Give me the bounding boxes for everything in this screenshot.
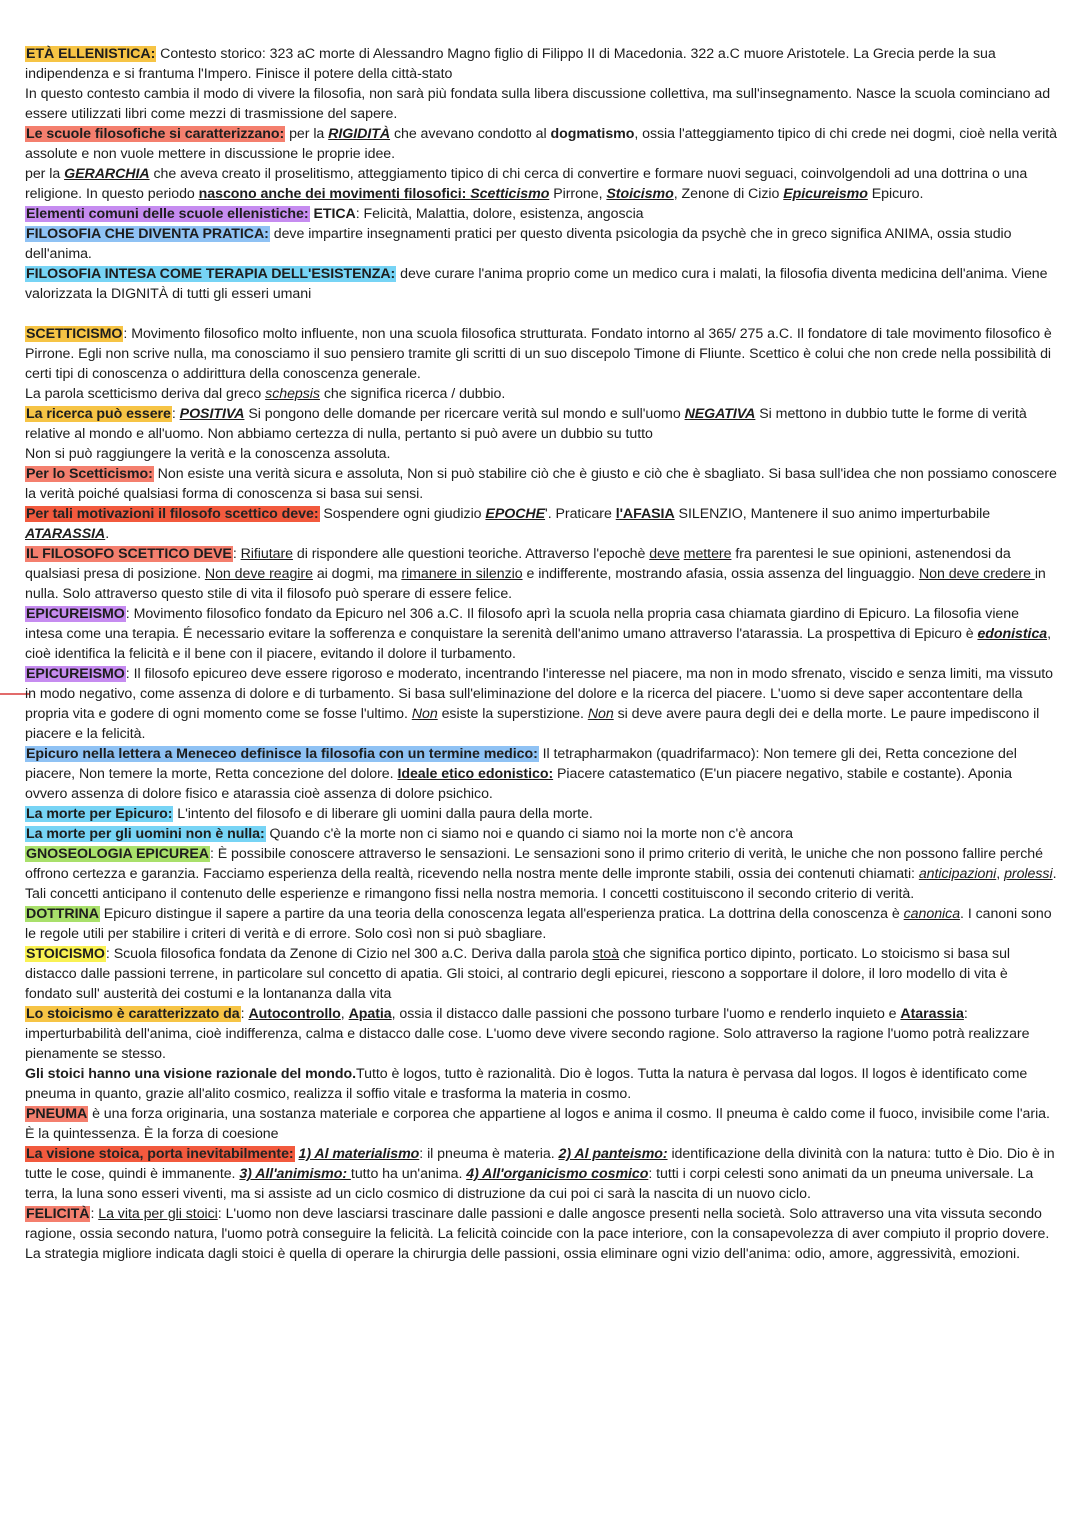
text-run: che significa portico dipinto, porticato. Lo stoicismo si basa sul distacco dalle passioni terrene, in particolare sul concetto di apatia. Gli stoici, al contrario degli epicurei, riescono a sopportare il dolore, il loro modello di vita è fondato sull' austerità dei costumi e la lontananza dalla vita — [25, 946, 1011, 1002]
text-run: Non deve reagire — [204, 566, 313, 582]
text-run: per la — [25, 166, 65, 182]
text-run: canonica — [903, 906, 961, 922]
text-run: : Felicità, Malattia, dolore, esistenza, angoscia — [355, 206, 644, 222]
paragraph-visione-razionale — [25, 1064, 1057, 1104]
text-run: : — [90, 1206, 99, 1222]
text-run: Ideale etico edonistico: — [397, 766, 554, 782]
text-run: si deve avere paura degli dei e della morte. Le paure impediscono il piacere e la felicità. — [25, 706, 1040, 742]
paragraph-filosofo-scettico-motivazioni — [25, 504, 1057, 544]
text-run: : L'uomo non deve lasciarsi trascinare dalle passioni e dalle angosce presenti nella società. Solo attraverso una vita vissuta secondo ragione, ossia secondo natura, l'uomo potrà conseguire la felicità. La felicità coincide con la pace interiore, con la consapevolezza di aver compiuto il proprio dovere. La strategia migliore indicata dagli stoici è quella di operare la chirurgia delle passioni, ossia eliminare ogni vizio dell'anima: odio, amore, aggressività, emozioni. — [25, 1206, 1050, 1262]
text-run: deve impartire insegnamenti pratici per questo diventa psicologia da psychè che in greco significa ANIMA, ossia studio dell'anima. — [25, 226, 1012, 262]
text-run: Atarassia — [900, 1006, 964, 1022]
section-gap — [25, 304, 1057, 324]
text-run: EPOCHE — [485, 506, 546, 522]
paragraph-scuole-gerarchia — [25, 164, 1057, 204]
highlighted-heading: FELICITÀ — [26, 1206, 90, 1222]
text-run: , ossia l'atteggiamento tipico di chi crede nei dogmi, cioè nella verità assolute e non vuole mettere in discussione le proprie idee. — [25, 126, 1057, 162]
text-run: : Il filosofo epicureo deve essere rigoroso e moderato, incentrando l'interesse nel piacere, ma non in modo sfrenato, viscido e senza limiti, ma vissuto in modo negativo, come assenza di dolore e di turbamento. Si basa sull'eliminazione del dolore e la ricerca del piacere. L'uomo si deve saper accontentare della propria vita e godere di ogni momento come se fosse l'ultimo. — [25, 666, 1054, 722]
highlighted-heading: EPICUREISMO — [26, 606, 125, 622]
text-run: esiste la superstizione. — [437, 706, 588, 722]
paragraph-stoicismo — [25, 944, 1057, 1004]
text-run: Rifiutare — [240, 546, 293, 562]
paragraph-stoicismo-caratteristiche — [25, 1004, 1057, 1064]
paragraph-pneuma — [25, 1104, 1057, 1144]
text-run: Non — [411, 706, 438, 722]
text-run: Il tetrapharmakon (quadrifarmaco): Non temere gli dei, Retta concezione del piacere, Non temere la morte, Retta concezione del dolore. — [25, 746, 1017, 782]
text-run: Sospendere ogni giudizio — [319, 506, 486, 522]
text-run: Pirrone, — [549, 186, 607, 202]
text-run: Si mettono in dubbio tutte le forme di verità relative al mondo e all'uomo. Non abbiamo certezza di nulla, pertanto si può avere un dubbio su tutto — [25, 406, 1027, 442]
paragraph-morte-nulla — [25, 824, 1057, 844]
text-run: , ossia il distacco dalle passioni che possono turbare l'uomo e renderlo inquieto e — [391, 1006, 901, 1022]
paragraph-scetticismo — [25, 324, 1057, 384]
text-run: : tutti i corpi celesti sono animati da un pneuma universale. La terra, la luna sono esseri viventi, ma si assiste ad un ciclo cosmico di distruzione da cui poi ci sarà la nascita di un nuovo ciclo. — [25, 1166, 1034, 1202]
text-run: : imperturbabilità dell'anima, cioè indifferenza, calma e distacco dalle cose. L'uomo deve vivere secondo ragione. Solo attraverso la ragione l'uomo potrà realizzare pienamente se stesso. — [25, 1006, 1030, 1062]
text-run: : — [240, 1006, 249, 1022]
text-run: Tutto è logos, tutto è razionalità. Dio è logos. Tutta la natura è pervasa dal logos. Il logos è identificato come pneuma in quanto, grazie all'alito cosmico, realizza il soffio vitale e trasforma la materia in cosmo. — [25, 1066, 1028, 1102]
text-run: POSITIVA — [179, 406, 245, 422]
highlighted-heading: ETÀ ELLENISTICA: — [26, 46, 156, 62]
paragraph-elementi-comuni — [25, 204, 1057, 224]
text-run: di rispondere alle questioni teoriche. Attraverso l'epochè — [293, 546, 650, 562]
text-run: che avevano condotto al — [390, 126, 551, 142]
text-run: in nulla. Solo attraverso questo stile di vita il filosofo può sperare di essere felice. — [25, 566, 1046, 602]
highlighted-heading: GNOSEOLOGIA EPICUREA — [26, 846, 209, 862]
text-run: Epicuro. — [867, 186, 924, 202]
text-run: SILENZIO, Mantenere il suo animo imperturbabile — [674, 506, 991, 522]
text-run: : È possibile conoscere attraverso le sensazioni. Le sensazioni sono il primo criterio di verità, le uniche che non possono fallire perché offrono certezza e garanzia. Facciamo esperienza della realtà, ricevendo nella nostra mente delle impronte stabili, ossia dei contenuti chiamati: — [25, 846, 1043, 882]
text-run: nascono anche dei movimenti filosofici: — [198, 186, 471, 202]
text-run: L'intento del filosofo e di liberare gli uomini dalla paura della morte. — [173, 806, 593, 822]
text-run: Apatia — [348, 1006, 392, 1022]
text-run: , Zenone di Cizio — [673, 186, 784, 202]
text-run: per la — [285, 126, 329, 142]
text-run: Scetticismo — [470, 186, 550, 202]
text-run: schepsis — [265, 386, 320, 402]
text-run: 3) All'animismo: — [239, 1166, 351, 1182]
text-run: 2) Al panteismo: — [558, 1146, 668, 1162]
text-run: fra parentesi le sue opinioni, astenendosi da qualsiasi presa di posizione. — [25, 546, 1011, 582]
highlighted-heading: FILOSOFIA CHE DIVENTA PRATICA: — [26, 226, 269, 242]
text-run: , — [340, 1006, 349, 1022]
text-run: , — [996, 866, 1005, 882]
paragraph-contesto — [25, 84, 1057, 124]
highlighted-heading: FILOSOFIA INTESA COME TERAPIA DELL'ESISTENZA: — [26, 266, 396, 282]
text-run: che significa ricerca / dubbio. — [319, 386, 506, 402]
highlighted-heading: DOTTRINA — [26, 906, 99, 922]
paragraph-lettera-meneceo — [25, 744, 1057, 804]
highlighted-heading: IL FILOSOFO SCETTICO DEVE — [26, 546, 232, 562]
text-run: 4) All'organicismo cosmico — [466, 1166, 649, 1182]
text-run: : il pneuma è materia. — [419, 1146, 559, 1162]
paragraph-scuole-rigidita — [25, 124, 1057, 164]
text-run: Piacere catastematico (E'un piacere negativo, stabile e costante). Aponia ovvero assenza di dolore fisico e atarassia cioè assenza di dolore psichico. — [25, 766, 1012, 802]
text-run: Non — [587, 706, 614, 722]
paragraph-visione-stoica — [25, 1144, 1057, 1204]
highlighted-heading: Per tali motivazioni il filosofo scettico deve: — [26, 506, 319, 522]
text-run: e indifferente, mostrando afasia, ossia assenza del linguaggio. — [522, 566, 919, 582]
text-run: è una forza originaria, una sostanza materiale e corporea che appartiene al logos e anima il cosmo. Il pneuma è caldo come il fuoco, invisibile come l'aria. È la quintessenza. È la forza di coesione — [25, 1106, 1050, 1142]
paragraph-filosofia-terapia — [25, 264, 1057, 304]
text-run: . — [105, 526, 110, 542]
text-run: Autocontrollo — [248, 1006, 341, 1022]
text-run: Stoicismo — [606, 186, 674, 202]
text-run: : Movimento filosofico molto influente, non una scuola filosofica strutturata. Fondato intorno al 365/ 275 a.C. Il fondatore di tale movimento filosofico è Pirrone. Egli non scrive nulla, ma conosciamo il suo pensiero tramite gli scritti di un suo discepolo Timone di Fliunte. Scettico è colui che non crede nella possibilità di certi tipi di conoscenza o addirittura della conoscenza generale. — [25, 326, 1052, 382]
paragraph-felicita — [25, 1204, 1057, 1264]
paragraph-filosofo-scettico-deve — [25, 544, 1057, 604]
text-run: : — [171, 406, 180, 422]
highlighted-heading: EPICUREISMO — [26, 666, 125, 682]
highlighted-heading: Le scuole filosofiche si caratterizzano: — [26, 126, 285, 142]
text-run: NEGATIVA — [684, 406, 756, 422]
notes-page — [25, 44, 1057, 1264]
highlighted-heading: Lo stoicismo è caratterizzato da — [26, 1006, 240, 1022]
paragraph-filosofia-pratica — [25, 224, 1057, 264]
paragraph-morte-epicuro — [25, 804, 1057, 824]
highlighted-heading: Elementi comuni delle scuole ellenistiche: — [26, 206, 309, 222]
highlighted-heading: La ricerca può essere — [26, 406, 171, 422]
text-run: l'AFASIA — [615, 506, 675, 522]
text-run: Non deve credere — [918, 566, 1035, 582]
paragraph-dottrina — [25, 904, 1057, 944]
text-run: Contesto storico: 323 aC morte di Alessandro Magno figlio di Filippo II di Macedonia. 322 a.C muore Aristotele. La Grecia perde la sua indipendenza e si frantuma l'Impero. Finisce il potere della città-stato — [25, 46, 996, 82]
paragraph-ricerca — [25, 404, 1057, 444]
text-run: In questo contesto cambia il modo di vivere la filosofia, non sarà più fondata sulla libera discussione collettiva, ma sull'insegnamento. Nasce la scuola cominciano ad essere utilizzati libri come mezzi di trasmissione del sapere. — [25, 86, 1051, 122]
text-run: dogmatismo — [550, 126, 635, 142]
text-run: 1) Al materialismo — [298, 1146, 420, 1162]
highlighted-heading: STOICISMO — [26, 946, 105, 962]
text-run: Quando c'è la morte non ci siamo noi e quando ci siamo noi la morte non c'è ancora — [265, 826, 793, 842]
text-run: La vita per gli stoici — [98, 1206, 218, 1222]
highlighted-heading: Per lo Scetticismo: — [26, 466, 153, 482]
text-run: ai dogmi, ma — [312, 566, 402, 582]
paragraph-per-lo-scetticismo — [25, 464, 1057, 504]
text-run: Non si può raggiungere la verità e la conoscenza assoluta. — [25, 446, 391, 462]
text-run: deve curare l'anima proprio come un medico cura i malati, la filosofia diventa medicina dell'anima. Viene valorizzata la DIGNITÀ di tutti gli esseri umani — [25, 266, 1048, 302]
highlighted-heading: La morte per gli uomini non è nulla: — [26, 826, 265, 842]
text-run: : Movimento filosofico fondato da Epicuro nel 306 a.C. Il filosofo aprì la scuola nella propria casa chiamata giardino di Epicuro. La filosofia viene intesa come una terapia. É necessario evitare la sofferenza e conquistare la serenità dell'animo umano attraverso l'atarassia. La prospettiva di Epicuro è — [25, 606, 1019, 642]
text-run: rimanere in silenzio — [401, 566, 523, 582]
text-run: stoà — [592, 946, 620, 962]
text-run: Si pongono delle domande per ricercare verità sul mondo e sull'uomo — [244, 406, 685, 422]
text-run: : — [232, 546, 241, 562]
text-run: Non esiste una verità sicura e assoluta, Non si può stabilire ciò che è giusto e ciò che è sbagliato. Si basa sull'idea che non possiamo conoscere la verità poiché qualsiasi forma di conoscenza si basa sui sensi. — [25, 466, 1057, 502]
text-run: . I canoni sono le regole utili per stabilire i criteri di verità e di errore. Solo così non si può sbagliare. — [25, 906, 1052, 942]
paragraph-schepsis — [25, 384, 1057, 404]
text-run: deve — [649, 546, 680, 562]
highlighted-heading: SCETTICISMO — [26, 326, 123, 342]
paragraph-verita-assoluta — [25, 444, 1057, 464]
text-run: anticipazioni — [918, 866, 997, 882]
highlighted-heading: Epicuro nella lettera a Meneceo definisce la filosofia con un termine medico: — [26, 746, 538, 762]
text-run: ETICA — [313, 206, 356, 222]
text-run: tutto ha un'anima. — [350, 1166, 467, 1182]
highlighted-heading: La morte per Epicuro: — [26, 806, 173, 822]
text-run: Epicuro distingue il sapere a partire da una teoria della conoscenza legata all'esperienza pratica. La dottrina della conoscenza è — [99, 906, 904, 922]
paragraph-epicureismo-2 — [25, 664, 1057, 744]
text-run: Epicureismo — [783, 186, 868, 202]
highlighted-heading: La visione stoica, porta inevitabilmente: — [26, 1146, 294, 1162]
paragraph-gnoseologia — [25, 844, 1057, 904]
paragraph-eta-ellenistica — [25, 44, 1057, 84]
text-run: GERARCHIA — [64, 166, 150, 182]
text-run: , cioè identifica la felicità e il bene con il piacere, evitando il dolore il turbamento. — [25, 626, 1052, 662]
text-run: '. Praticare — [545, 506, 616, 522]
text-run: RIGIDITÀ — [328, 126, 391, 142]
text-run: La parola scetticismo deriva dal greco — [25, 386, 266, 402]
text-run: prolessi — [1004, 866, 1053, 882]
text-run: . Tali concetti anticipano il contenuto delle esperienze e rimangono fissi nella nostra memoria. I concetti costituiscono il secondo criterio di verità. — [25, 866, 1057, 902]
text-run: ATARASSIA — [25, 526, 106, 542]
highlighted-heading: PNEUMA — [26, 1106, 88, 1122]
text-run: identificazione della divinità con la natura: tutto è Dio. Dio è in tutte le cose, quindi è immanente. — [25, 1146, 1055, 1182]
text-run: che aveva creato il proselitismo, atteggiamento tipico di chi cerca di convertire e formare nuovi seguaci, coinvolgendoli ad una dottrina o una religione. In questo periodo — [25, 166, 1028, 202]
text-run: Gli stoici hanno una visione razionale del mondo. — [25, 1066, 357, 1082]
paragraph-epicureismo — [25, 604, 1057, 664]
text-run: edonistica — [977, 626, 1048, 642]
text-run: : Scuola filosofica fondata da Zenone di Cizio nel 300 a.C. Deriva dalla parola — [105, 946, 593, 962]
text-run: mettere — [683, 546, 732, 562]
